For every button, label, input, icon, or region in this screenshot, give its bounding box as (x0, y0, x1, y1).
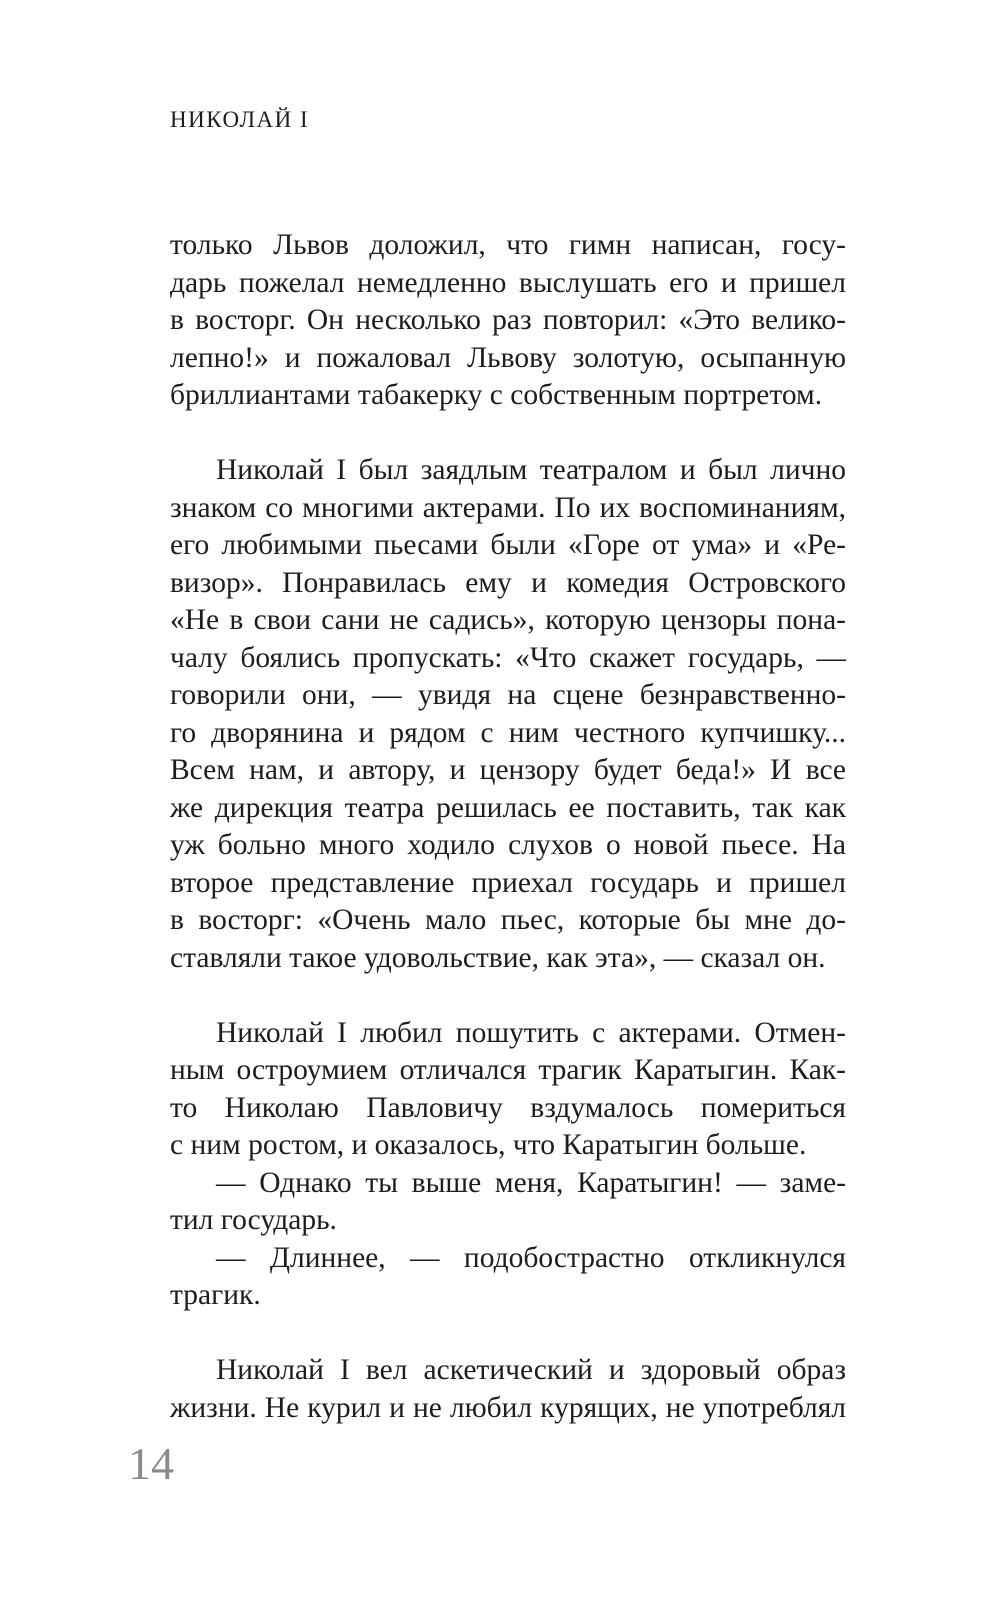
dialogue-line (170, 1165, 846, 1240)
text-line: визор». Понравилась ему и комедия Островского (170, 566, 846, 599)
text-line: Николай I был заядлым театралом и был лично (216, 454, 846, 486)
text-line: ным остроумием отличался трагик Каратыгин. Как- (170, 1054, 846, 1086)
text-line: знаком со многими актерами. По их воспоминаниям, (170, 491, 846, 524)
text-line: — Однако ты выше меня, Каратыгин! — заме- (216, 1166, 846, 1199)
text-line: то Николаю Павловичу вздумалось помериться (170, 1091, 846, 1124)
text-line: бриллиантами табакерку с собственным портретом. (170, 379, 823, 411)
paragraph (170, 1352, 846, 1427)
paragraph (170, 227, 846, 415)
text-line: дарь пожелал немедленно выслушать его и пришел (170, 266, 846, 299)
text-line: го дворянина и рядом с ним честного купчишку... (170, 716, 846, 749)
text-line: трагик. (170, 1279, 261, 1311)
paragraph-gap (170, 415, 846, 453)
text-line: — Длиннее, — подобострастно откликнулся (216, 1241, 846, 1274)
body-text (170, 227, 846, 1427)
text-line: говорили они, — увидя на сцене безнравственно- (170, 679, 846, 711)
text-line: лепно!» и пожаловал Львову золотую, осыпанную (170, 341, 846, 374)
text-line: же дирекция театра решилась ее поставить, так как (170, 791, 846, 824)
text-line: в восторг: «Очень мало пьес, которые бы мне до- (170, 904, 846, 936)
dialogue-line (170, 1240, 846, 1315)
text-line: ставляли такое удовольствие, как эта», — сказал он. (170, 941, 826, 974)
paragraph (170, 1015, 846, 1165)
text-line: жизни. Не курил и не любил курящих, не употреблял (170, 1391, 846, 1424)
text-line: его любимыми пьесами были «Горе от ума» и «Ре- (170, 529, 846, 561)
text-line: Николай I любил пошутить с актерами. Отмен- (216, 1016, 846, 1049)
text-line: только Львов доложил, что гимн написан, госу- (170, 229, 846, 261)
text-line: Николай I вел аскетический и здоровый образ (216, 1354, 846, 1386)
text-line: Всем нам, и автору, и цензору будет беда!» И все (170, 754, 846, 786)
running-head: НИКОЛАЙ I (170, 107, 310, 132)
text-line: в восторг. Он несколько раз повторил: «Это велико- (170, 304, 846, 336)
text-line: второе представление приехал государь и пришел (170, 866, 846, 899)
paragraph (170, 452, 846, 977)
paragraph-gap (170, 977, 846, 1015)
text-line: тил государь. (170, 1204, 337, 1236)
text-line: «Не в свои сани не садись», которую цензоры пона- (170, 604, 846, 636)
page-number: 14 (128, 1438, 174, 1489)
paragraph-gap (170, 1315, 846, 1353)
text-line: с ним ростом, и оказалось, что Каратыгин больше. (170, 1129, 807, 1161)
text-line: чалу боялись пропускать: «Что скажет государь, — (170, 641, 846, 674)
text-line: уж больно много ходило слухов о новой пьесе. На (170, 829, 846, 861)
